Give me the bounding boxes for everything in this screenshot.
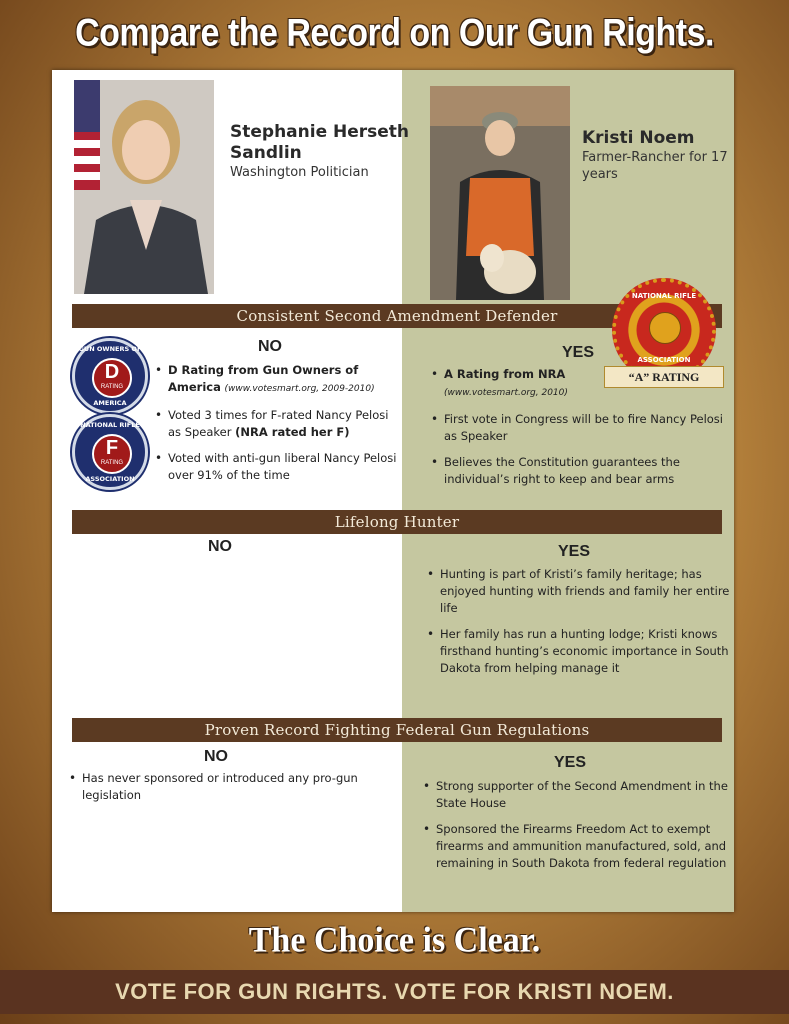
section1-yes-list <box>430 366 724 497</box>
comparison-panel <box>52 70 734 912</box>
goa-d-rating-badge <box>72 338 148 414</box>
nra-badge-ring-top: NATIONAL RIFLE <box>80 421 140 429</box>
nra-seal-bottom-text: ASSOCIATION <box>637 356 691 364</box>
nra-seal-top-text: NATIONAL RIFLE <box>631 292 697 300</box>
section1-yes-label: YES <box>562 344 595 361</box>
list-item: • A Rating from NRA (www.votesmart.org, 2010) <box>444 366 724 402</box>
section3-yes-list <box>422 778 732 881</box>
headline: Compare the Record on Our Gun Rights. <box>75 11 714 55</box>
vote-banner: VOTE FOR GUN RIGHTS. VOTE FOR KRISTI NOEM. <box>0 970 789 1014</box>
candidate-left-info <box>230 122 410 181</box>
section1-no-label: NO <box>258 338 282 355</box>
nra-badge-ring-bottom: ASSOCIATION <box>85 475 135 483</box>
goa-rating-text: RATING <box>100 384 124 390</box>
goa-letter: D <box>104 361 120 383</box>
section3-yes-label: YES <box>554 754 587 771</box>
section-banner-second-amendment: Consistent Second Amendment Defender <box>72 304 722 328</box>
candidate-right-subtitle: Farmer-Rancher for 17 years <box>582 150 728 182</box>
list-item: • Has never sponsored or introduced any pro-gun legislation <box>82 770 382 804</box>
section-banner-federal-regulations: Proven Record Fighting Federal Gun Regulations <box>72 718 722 742</box>
list-item: • D Rating from Gun Owners of America (www.votesmart.org, 2009-2010) <box>168 362 398 398</box>
list-item: • Strong supporter of the Second Amendment in the State House <box>436 778 732 812</box>
nra-letter: F <box>105 437 119 459</box>
candidate-right-name: Kristi Noem <box>582 128 695 148</box>
goa-ring-bottom: AMERICA <box>93 399 127 407</box>
goa-rating-letter <box>92 358 132 398</box>
list-item: • Hunting is part of Kristi’s family heritage; has enjoyed hunting with friends and family her entire life <box>440 566 730 617</box>
goa-ring-top: GUN OWNERS OF <box>78 345 142 353</box>
section2-yes-list <box>426 566 730 686</box>
candidate-right-info <box>582 128 762 183</box>
choice-tagline: The Choice is Clear. <box>248 921 541 960</box>
section2-no-label: NO <box>208 538 232 555</box>
section3-no-list <box>68 770 382 813</box>
list-item: • Sponsored the Firearms Freedom Act to exempt firearms and ammunition manufactured, sold, and remaining in South Dakota from federal regulation <box>436 821 732 872</box>
list-item: • Voted with anti-gun liberal Nancy Pelosi over 91% of the time <box>168 450 398 484</box>
candidate-photo-right <box>430 86 570 300</box>
section3-no-label: NO <box>204 748 228 765</box>
section2-yes-label: YES <box>558 543 591 560</box>
list-item: • First vote in Congress will be to fire Nancy Pelosi as Speaker <box>444 411 724 445</box>
a-rating-ribbon: “A” RATING <box>604 366 724 388</box>
candidate-left-subtitle: Washington Politician <box>230 165 369 180</box>
nra-rating-letter <box>92 434 132 474</box>
candidate-left-name: Stephanie Herseth Sandlin <box>230 122 410 163</box>
list-item: • Believes the Constitution guarantees the individual’s right to keep and bear arms <box>444 454 724 488</box>
section-banner-lifelong-hunter: Lifelong Hunter <box>72 510 722 534</box>
list-item: • Voted 3 times for F-rated Nancy Pelosi as Speaker (NRA rated her F) <box>168 407 398 441</box>
candidate-photo-left <box>74 80 214 294</box>
portrait-photo-icon <box>74 80 214 294</box>
list-item: • Her family has run a hunting lodge; Kristi knows firsthand hunting’s economic importance in South Dakota from helping manage it <box>440 626 730 677</box>
nra-rating-text: RATING <box>100 460 124 466</box>
section1-no-list <box>154 362 398 493</box>
eagle-icon <box>649 312 681 344</box>
hunter-photo-icon <box>430 86 570 300</box>
nra-f-rating-badge <box>72 414 148 490</box>
